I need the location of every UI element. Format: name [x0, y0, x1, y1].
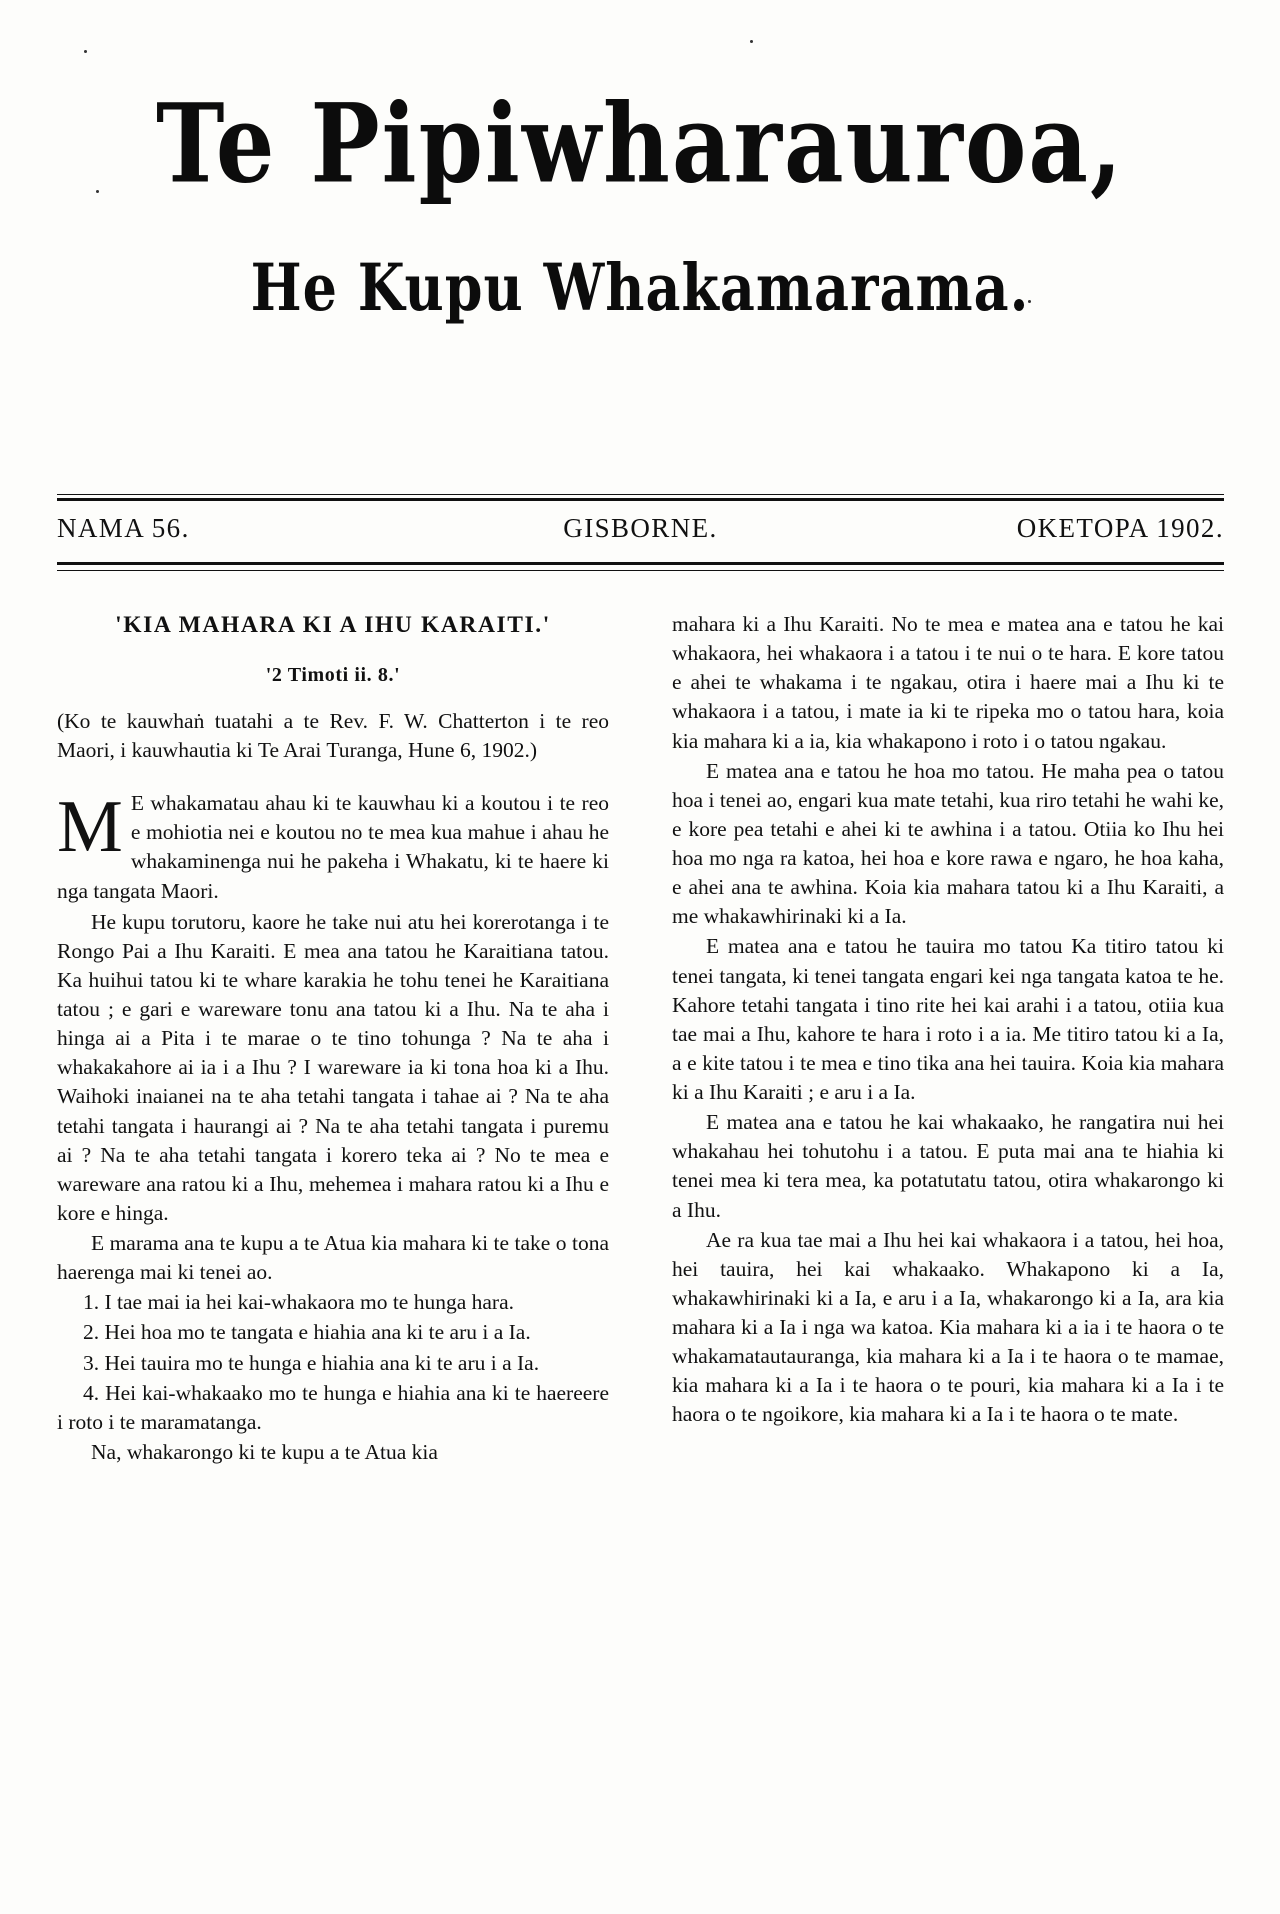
- issue-place: GISBORNE.: [563, 513, 718, 543]
- paragraph-dropcap: [57, 789, 609, 906]
- article-reference: '2 Timoti ii. 8.': [265, 663, 401, 686]
- article-columns: [57, 610, 1224, 1880]
- paragraph: E matea ana e tatou he tauira mo tatou Ka titiro tatou ki tenei tangata, ki tenei tangata engari kei nga tangata katoa te he. Kahore tetahi tangata i tino rite hei kai arahi i a tatou, otiia kua tae mai a Ihu, kahore te hara i roto i a ia. Me titiro tatou ki a Ia, a e kite tatou i te mea e tino tika ana hei tauira. Koia kia mahara ki a Ihu Karaiti ; e aru i a Ia.: [672, 934, 1224, 1104]
- rule-below-issue: [57, 562, 1224, 571]
- paragraph-continuation: mahara ki a Ihu Karaiti. No te mea e matea ana e tatou he kai whakaora, hei whakaora i a tatou i te nui o te hara. E kore tatou e ahei te whakama i te ngakau, otira i haere mai a Ihu ki te whakaora i a tatou, i mate ia ki te ripeka mo o tatou hara, koia kia mahara ki a ia, kia whakapono i roto i o tatou ngakau.: [672, 612, 1224, 753]
- issue-date: OKETOPA 1902.: [1016, 513, 1224, 543]
- paragraph: He kupu torutoru, kaore he take nui atu hei korerotanga i te Rongo Pai a Ihu Karaiti. E mea ana tatou he Karaitiana tatou. Ka huihui tatou ki te whare karakia he tohu tenei he Karaitiana tatou ; e gari e wareware tonu ana tatou ki a Ihu. Na te aha i hinga ai a Pita i te marae o te tino tohunga ? Na te aha i whakakahore ai ia i a Ihu ? I wareware ia ki tona hoa ki a Ihu. Waihoki inaianei na te aha tetahi tangata i tahae ai ? Na te aha tetahi tangata i haurangi ai ? Na te aha tetahi tangata i puremu ai ? Na te aha tetahi tangata i korero teka ai ? No te mea e wareware ana ratou ki a Ihu, mehemea i mahara ratou ki a Ihu e kore e hinga.: [57, 909, 609, 1225]
- issue-number: NAMA 56.: [57, 513, 190, 543]
- paragraph: E matea ana e tatou he hoa mo tatou. He maha pea o tatou hoa i tenei ao, engari kua mate tetahi, kua riro tetahi he wahi ke, e kore pea tetahi e ahei ki te awhina i a tatou. Otiia ko Ihu hei hoa mo nga ra katoa, hei hoa e kore rawa e ngaro, he hoa kaha, e ahei ana te awhina. Koia kia mahara tatou ki a Ihu Karaiti, a me whakawhirinaki ki a Ia.: [672, 758, 1224, 929]
- rule-top: [57, 494, 1224, 501]
- list-item: 2. Hei hoa mo te tangata e hiahia ana ki te aru i a Ia.: [83, 1320, 531, 1345]
- speck: [750, 40, 753, 43]
- masthead-subtitle: He Kupu Whakamarama.: [250, 248, 1030, 325]
- paragraph: E matea ana e tatou he kai whakaako, he rangatira nui hei whakahau hei tohutohu i a tatou. E puta mai ana te hiahia ki tenei mea ki tera mea, ka potatutatu tatou, otira whakarongo ki a Ihu.: [672, 1110, 1224, 1222]
- dropcap-letter: M: [57, 789, 123, 869]
- column-left: [57, 610, 613, 1880]
- masthead-title: Te Pipiwharauroa,: [155, 80, 1124, 208]
- paragraph-text: E whakamatau ahau ki te kauwhau ki a koutou i te reo e mohiotia nei e koutou no te mea kua mahue i ahau he whakaminenga nui he pakeha i Whakatu, ki te haere ki nga tangata Maori.: [57, 791, 609, 903]
- list-item: 1. I tae mai ia hei kai-whakaora mo te hunga hara.: [83, 1290, 515, 1315]
- speck: [84, 50, 87, 53]
- masthead: [0, 80, 1280, 325]
- issue-line: [57, 513, 1224, 544]
- list-item: 3. Hei tauira mo te hunga e hiahia ana ki te aru i a Ia.: [83, 1350, 540, 1375]
- paragraph-continued: Na, whakarongo ki te kupu a te Atua kia: [91, 1439, 438, 1464]
- article-title: 'KIA MAHARA KI A IHU KARAITI.': [115, 612, 551, 638]
- article-attribution: (Ko te kauwhaṅ tuatahi a te Rev. F. W. Chatterton i te reo Maori, i kauwhautia ki Te Arai Turanga, Hune 6, 1902.): [57, 708, 609, 763]
- column-right: [672, 610, 1224, 1880]
- paragraph: Ae ra kua tae mai a Ihu hei kai whakaora i a tatou, hei hoa, hei tauira, hei kai whakaako. Whakapono ki a Ia, whakawhirinaki ki a Ia, e aru i a Ia, whakarongo ki a Ia, ara kia mahara ki a Ia i nga wa katoa. Kia mahara ki a ia i te haora o te whakamatautauranga, kia mahara ki a Ia i te haora o te mamae, kia mahara ki a Ia i te haora o te pouri, kia mahara ki a Ia i te haora o te ngoikore, kia mahara ki a Ia i te haora o te mate.: [672, 1227, 1224, 1427]
- list-item: 4. Hei kai-whakaako mo te hunga e hiahia ana ki te haereere i roto i te maramatanga.: [57, 1380, 609, 1434]
- paragraph: E marama ana te kupu a te Atua kia mahara ki te take o tona haerenga mai ki tenei ao.: [57, 1231, 609, 1285]
